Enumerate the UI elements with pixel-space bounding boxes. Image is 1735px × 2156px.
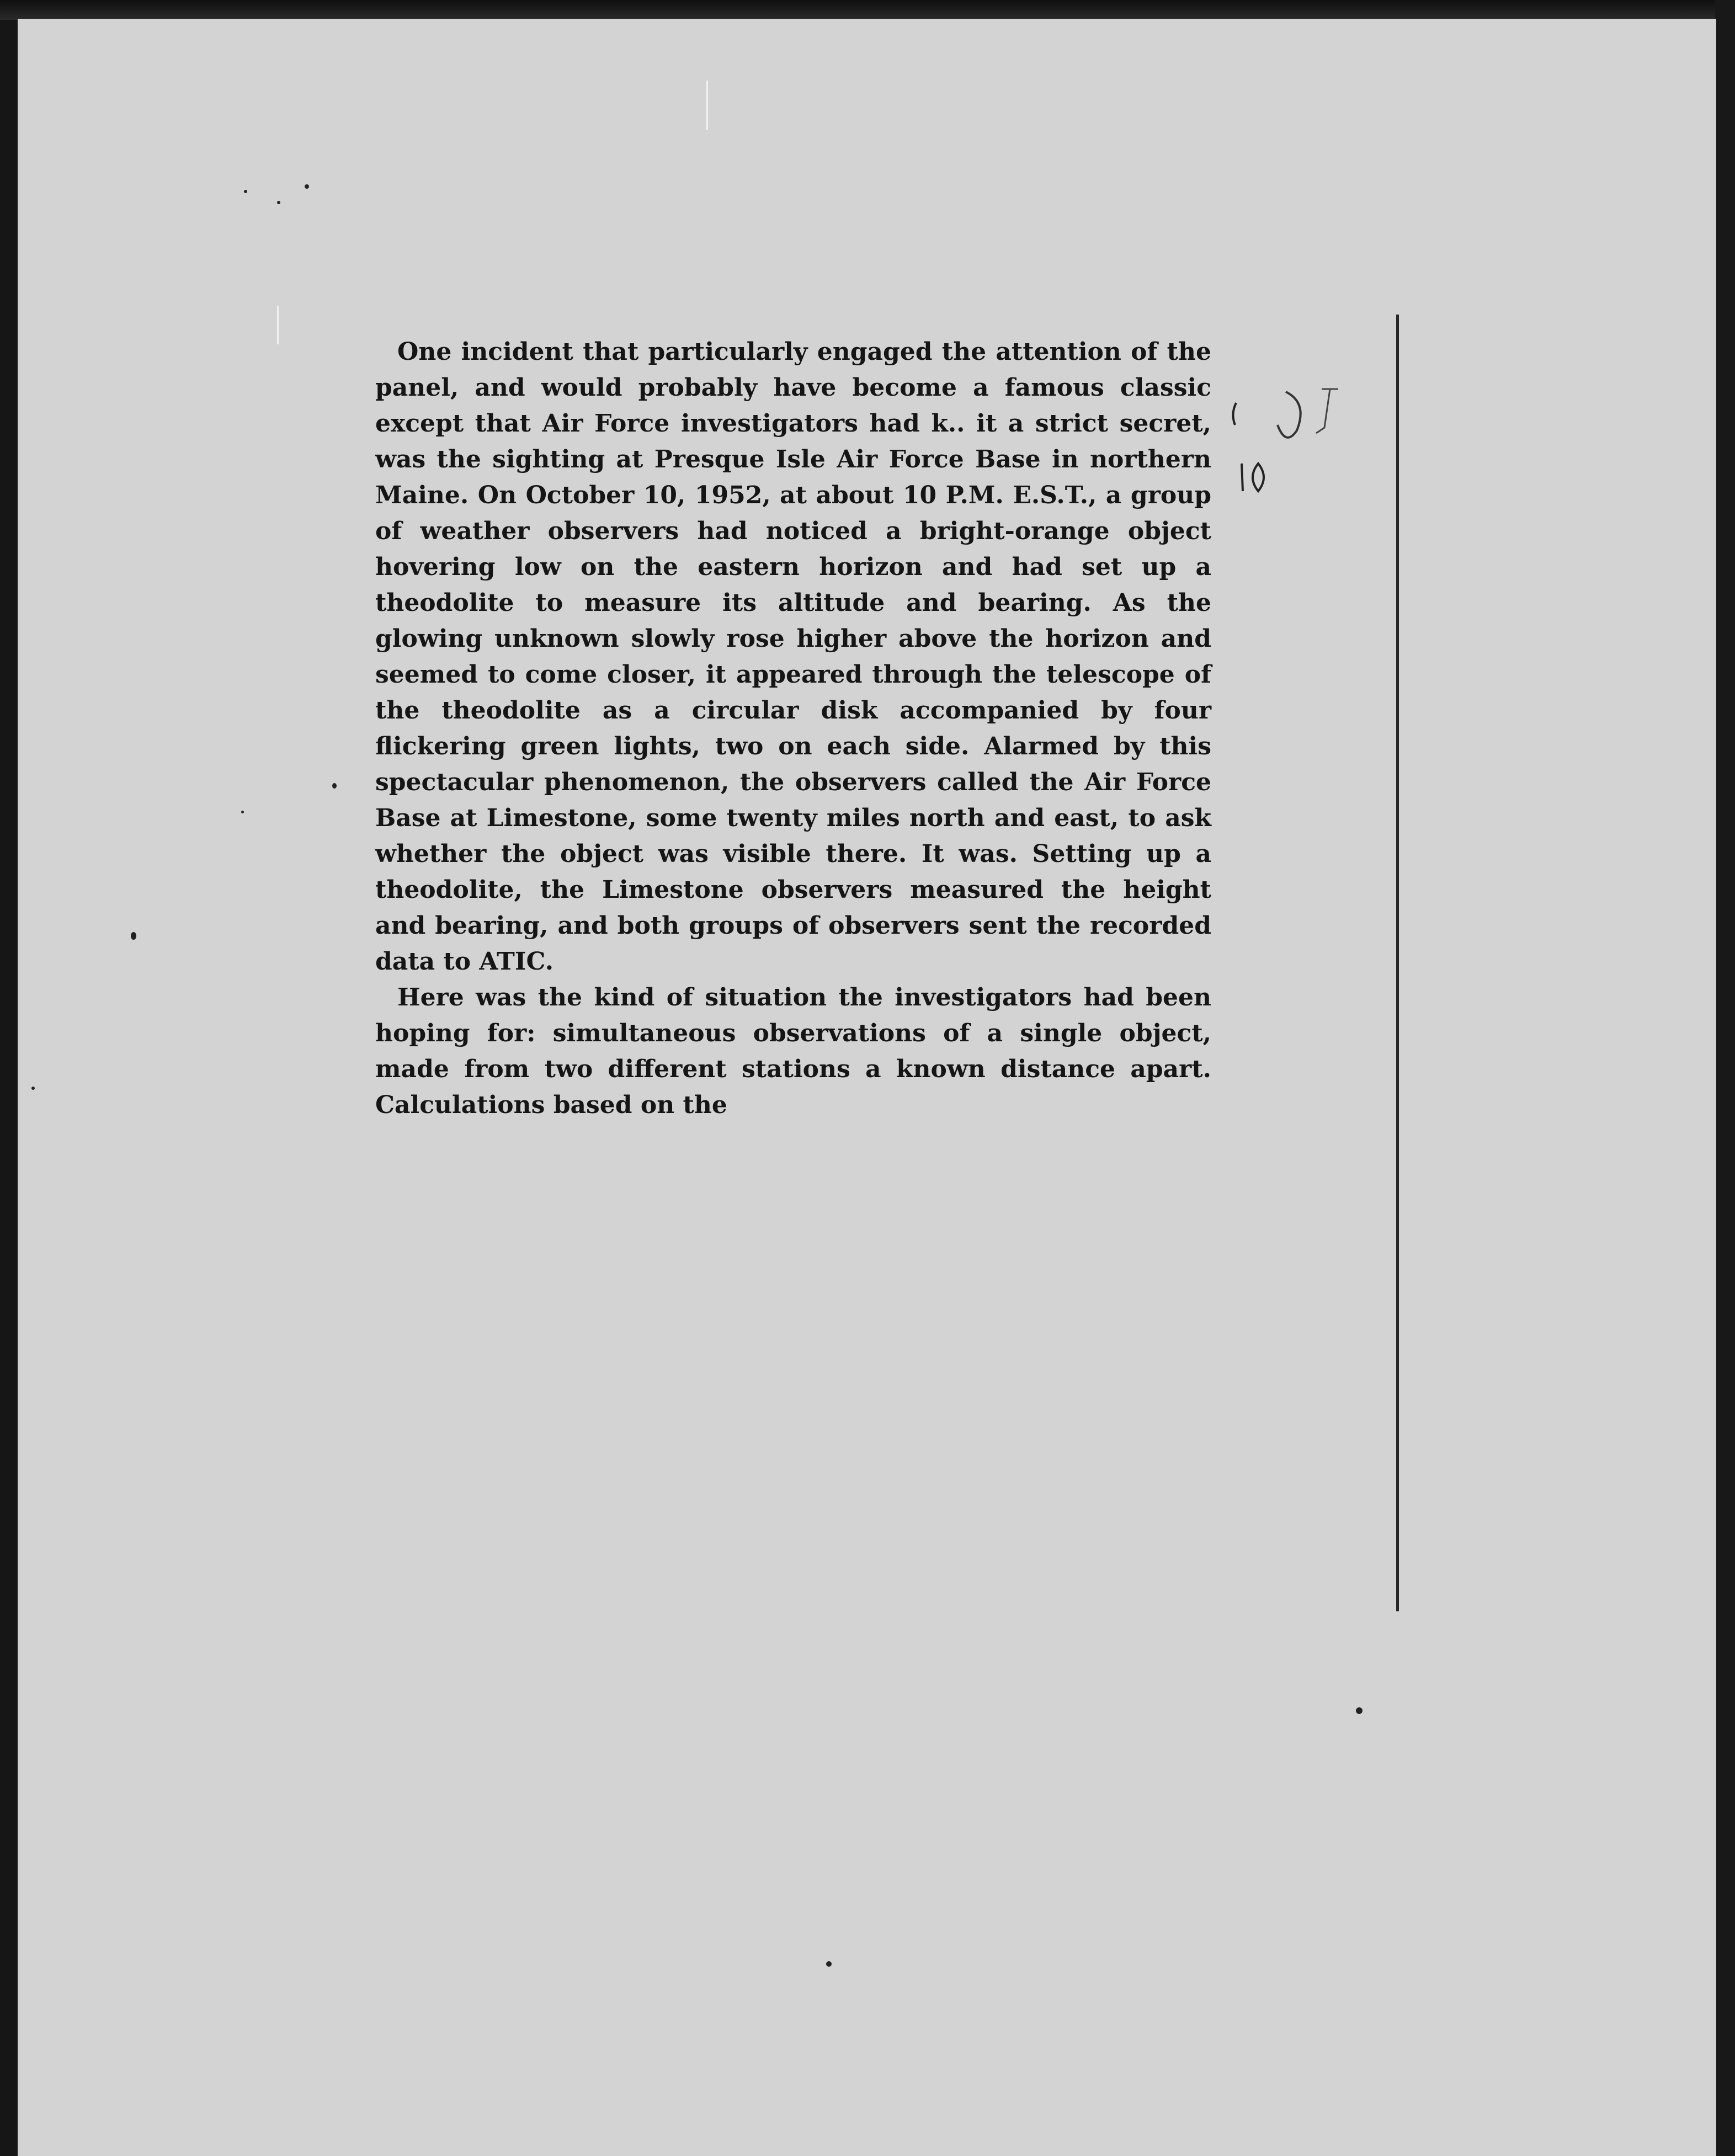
- paragraph-1: One incident that particularly engaged the attention of the panel, and would probably have become a famous classic except that Air Force investigators had k.. it a strict secret, was the sighting at Presque Isle Air Force Base in northern Maine. On October 10, 1952, at about 10 P.M. E.S.T., a group of weather observers had noticed a bright-orange object hovering low on the eastern horizon and had set up a theodolite to measure its altitude and bearing. As the glowing unknown slowly rose higher above the horizon and seemed to come closer, it appeared through the telescope of the theodolite as a circular disk accompanied by four flickering green lights, two on each side. Alarmed by this spectacular phenomenon, the observers called the Air Force Base at Limestone, some twenty miles north and east, to ask whether the object was visible there. It was. Setting up a theodolite, the Limestone observers measured the height and bearing, and both groups of observers sent the recorded data to ATIC.: [375, 338, 1211, 976]
- film-speck: [826, 1961, 832, 1967]
- film-speck: [31, 1087, 35, 1090]
- scan-border-right: [1715, 0, 1735, 2156]
- margin-rule-line: [1396, 315, 1399, 1611]
- film-scratch: [706, 81, 708, 130]
- film-speck: [131, 932, 136, 940]
- film-scratch: [277, 306, 279, 344]
- film-speck: [277, 201, 280, 204]
- scan-border-top: [0, 0, 1735, 20]
- scan-border-left: [0, 0, 19, 2156]
- film-speck: [241, 811, 244, 813]
- film-speck: [1356, 1707, 1363, 1714]
- paragraph-2: Here was the kind of situation the investigators had been hoping for: simultaneous observations of a single object, made from two different stations a known distance apart. Calculations based on the: [375, 983, 1211, 1119]
- handwritten-margin-mark: [1225, 381, 1369, 502]
- film-speck: [305, 184, 309, 189]
- body-text: [375, 334, 1211, 1123]
- film-speck: [332, 783, 337, 789]
- film-speck: [244, 190, 247, 193]
